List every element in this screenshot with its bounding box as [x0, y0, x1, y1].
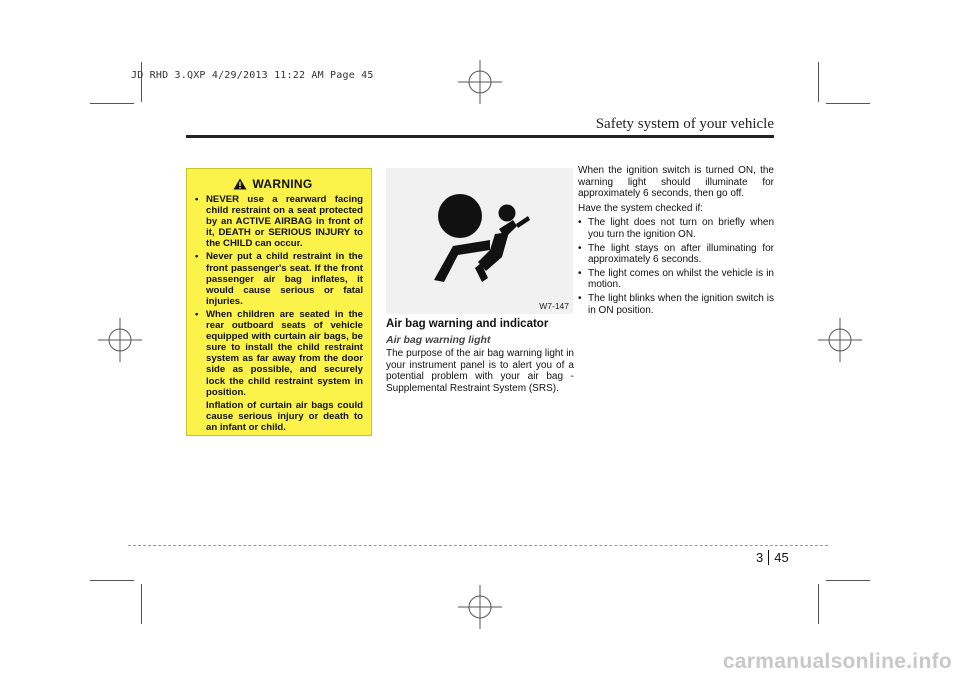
page-separator: [768, 550, 769, 565]
airbag-warning-icon: [386, 168, 573, 314]
crop-mark: [818, 62, 819, 102]
crop-mark: [141, 62, 142, 102]
airbag-figure: [386, 168, 573, 314]
page-number-value: 45: [774, 550, 789, 565]
list-item: • The light stays on after illuminating for approximately 6 seconds.: [578, 242, 774, 266]
warning-item: • Never put a child restraint in the front passenger's seat. If the front passenger air bag inflates, it would cause serious or fatal injuries.: [195, 251, 363, 307]
chapter-number: 3: [756, 550, 764, 565]
crop-mark: [141, 584, 142, 624]
crop-mark: [826, 580, 870, 581]
warning-note: Inflation of curtain air bags could cause serious injury or death to an infant or child.: [206, 399, 363, 433]
bullet: •: [578, 267, 582, 279]
list-item: • The light blinks when the ignition switch is in ON position.: [578, 292, 774, 316]
bullet: •: [195, 194, 199, 205]
bullet: •: [578, 292, 582, 304]
registration-mark-icon: [818, 318, 862, 362]
registration-mark-icon: [98, 318, 142, 362]
crop-mark: [90, 103, 134, 104]
page-header-title: Safety system of your vehicle: [595, 116, 774, 132]
section-title: Air bag warning and indicator: [386, 318, 549, 330]
crop-mark: [90, 580, 134, 581]
registration-mark-icon: [458, 585, 502, 629]
crop-mark: [826, 103, 870, 104]
section-body: The purpose of the air bag warning light in your instrument panel is to alert you of a potential problem with your air bag - Supplemental Restraint System (SRS).: [386, 348, 574, 394]
warning-item: • NEVER use a rearward facing child restraint on a seat protected by an ACTIVE AIRBAG in front of it, DEATH or SERIOUS INJURY to the CHILD can occur.: [195, 194, 363, 250]
warning-item: • When children are seated in the rear outboard seats of vehicle equipped with curtain air bags, be sure to install the child restraint system as far away from the door side as possible, and securely lock the child restraint system in position.: [195, 308, 363, 398]
footer-rule: [128, 545, 828, 546]
figure-code: W7-147: [539, 301, 569, 311]
header-rule: [186, 135, 774, 138]
check-paragraph: Have the system checked if:: [578, 202, 704, 214]
warning-triangle-icon: [233, 178, 247, 190]
section-content: [386, 317, 574, 394]
bullet: •: [195, 308, 199, 320]
list-item: • The light comes on whilst the vehicle is in motion.: [578, 267, 774, 291]
list-item: • The light does not turn on briefly when you turn the ignition ON.: [578, 217, 774, 240]
section-subtitle: Air bag warning light: [386, 334, 491, 346]
page-number: [756, 550, 789, 565]
intro-paragraph: When the ignition switch is turned ON, the warning light should illuminate for approximately 6 seconds, then go off.: [578, 165, 774, 200]
watermark: carmanualsonline.info: [722, 650, 952, 673]
crop-mark: [818, 584, 819, 624]
bullet: •: [578, 217, 582, 229]
warning-title: WARNING: [252, 177, 313, 191]
check-list: [578, 217, 774, 316]
warning-box: [186, 168, 372, 436]
bullet: •: [195, 251, 199, 263]
print-slug: JD RHD 3.QXP 4/29/2013 11:22 AM Page 45: [131, 70, 374, 81]
warning-list: [193, 194, 363, 398]
bullet: •: [578, 242, 582, 254]
warning-header: [183, 177, 363, 191]
right-column: [578, 165, 774, 318]
registration-mark-icon: [458, 60, 502, 104]
